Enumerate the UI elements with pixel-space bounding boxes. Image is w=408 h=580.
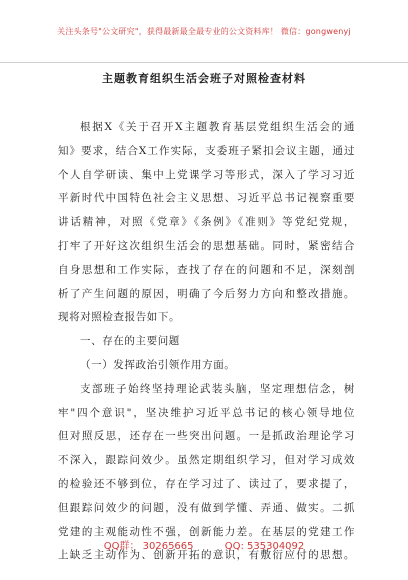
body-line: 牢"四个意识"，坚决维护习近平总书记的核心领导地位 — [58, 406, 355, 419]
footer-qq-group: QQ群： 30265665 — [103, 541, 194, 552]
subsection-heading: （一）发挥政治引领作用方面。 — [80, 358, 236, 371]
body-line: 但跟踪问效少的问题，没有做到学懂、弄通、做实。二抓 — [58, 501, 355, 514]
body-line: 自身思想和工作实际，查找了存在的问题和不足，深刻剖 — [58, 263, 355, 276]
header-promo-text: 关注头条号"公文研究"，获得最新最全最专业的公文资料库！ 微信：gongwenyj — [57, 27, 351, 36]
document-title: 主题教育组织生活会班子对照检查材料 — [102, 72, 306, 85]
section-heading: 一、存在的主要问题 — [80, 335, 180, 348]
body-line: 但对照反思，还存在一些突出问题。一是抓政治理论学习 — [58, 430, 355, 443]
body-line: 打牢了开好这次组织生活会的思想基础。同时，紧密结合 — [58, 239, 355, 252]
body-line: 析了产生问题的原因，明确了今后努力方向和整改措施。 — [58, 287, 355, 300]
body-line: 个人自学研读、集中上党课学习等形式，深入了学习习近 — [58, 168, 355, 181]
page-footer — [0, 537, 408, 552]
page-header — [0, 0, 408, 63]
body-line: 党建的主观能动性不强，创新能力差。在基层的党建工作 — [58, 525, 355, 538]
body-line: 知》要求，结合X工作实际，支委班子紧扣会议主题，通过 — [58, 144, 355, 157]
body-line: 讲话精神，对照《党章》《条例》《准则》等党纪党规， — [58, 216, 355, 229]
body-line: 平新时代中国特色社会主义思想、习近平总书记视察重要 — [58, 192, 355, 205]
body-line: 上缺乏主动作为、创新开拓的意识，有敷衍应付的思想。 — [58, 549, 355, 562]
body-line: 不深入，跟踪问效少。虽然定期组织学习，但对学习成效 — [58, 454, 355, 467]
document-body — [58, 116, 355, 568]
body-line: 现将对照检查报告如下。 — [58, 311, 181, 324]
footer-qq-number: QQ: 535304092 — [224, 541, 305, 552]
body-line: 的检验还不够到位，存在学习过了、读过了，要求提了， — [58, 477, 355, 490]
body-line: 支部班子始终坚持理论武装头脑，坚定理想信念，树 — [80, 382, 355, 395]
body-line: 根据X《关于召开X主题教育基层党组织生活会的通 — [80, 121, 355, 133]
